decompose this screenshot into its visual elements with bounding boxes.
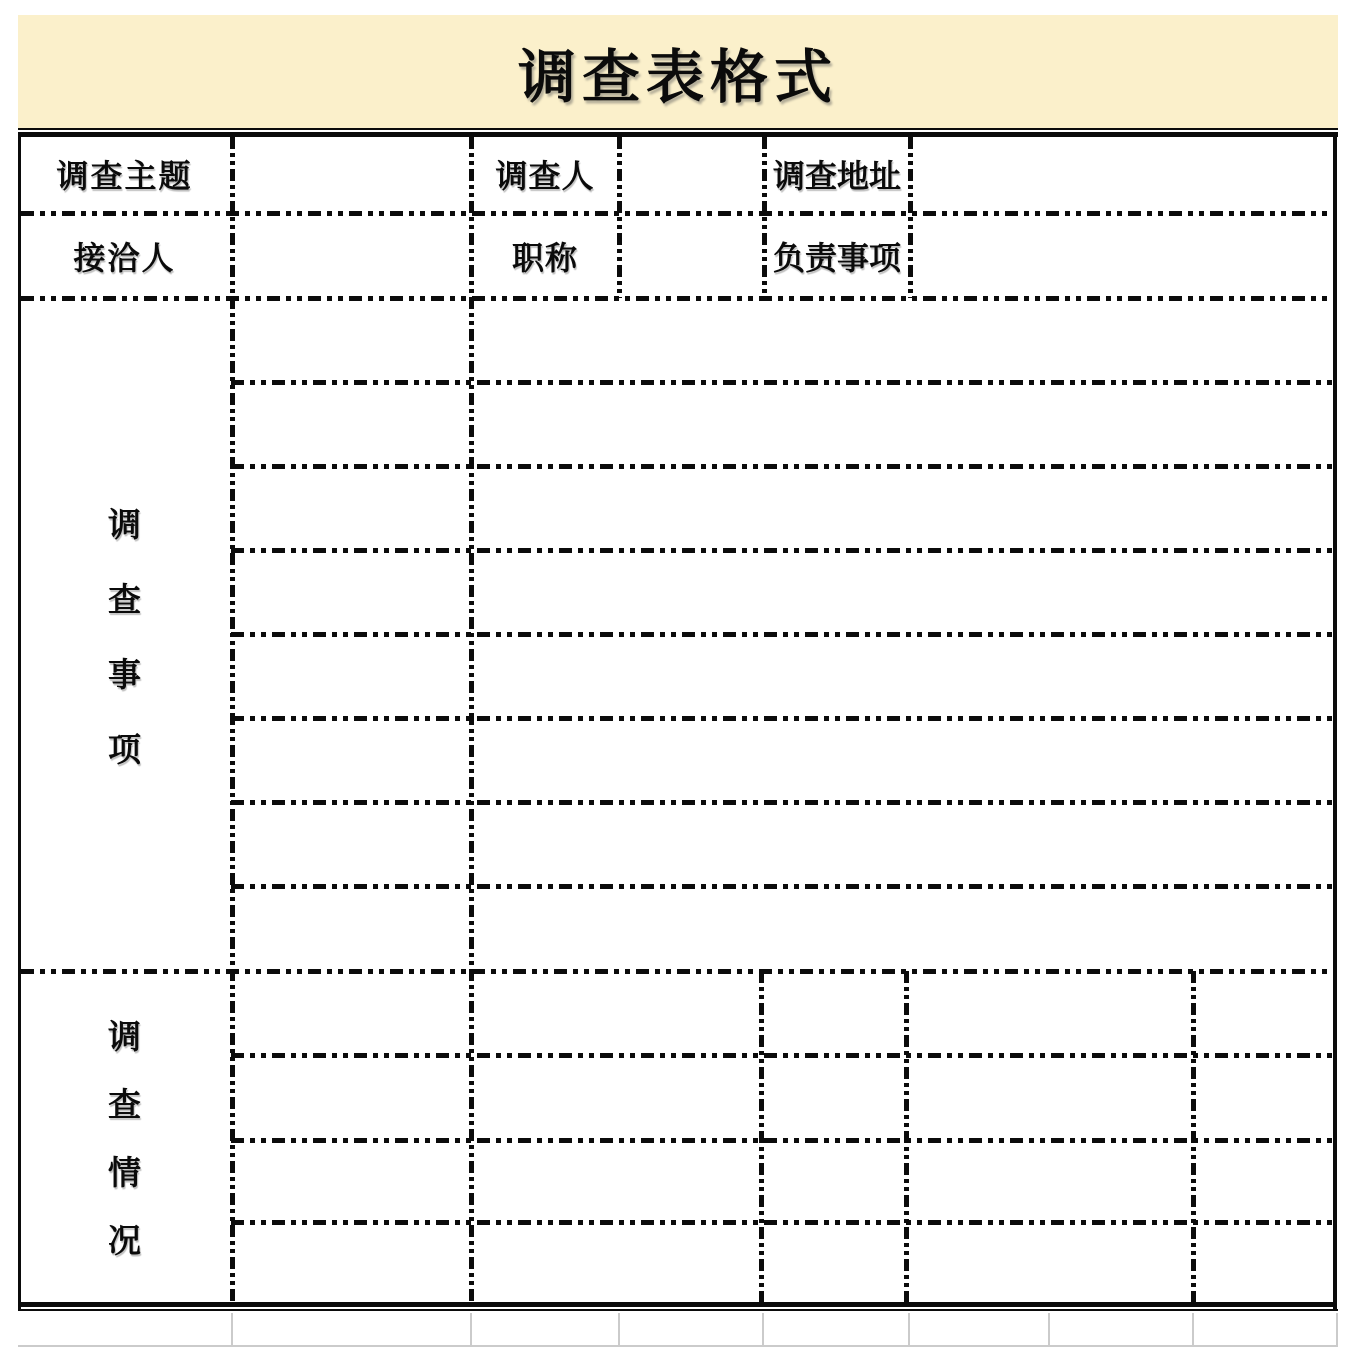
cell-job-title-value[interactable] xyxy=(622,215,759,296)
label-survey-situation xyxy=(18,973,231,1300)
cell-contact-person-value[interactable] xyxy=(233,215,467,296)
footer-cell-8[interactable] xyxy=(1194,1313,1336,1345)
label-survey-items-char: 事 xyxy=(108,655,141,693)
items-row-divider xyxy=(231,548,1333,553)
situation-row2-col3[interactable] xyxy=(765,1059,902,1136)
footer-grid-bottom xyxy=(18,1345,1338,1347)
items-row-divider xyxy=(231,800,1333,805)
label-survey-items xyxy=(18,300,231,969)
items-row4-name[interactable] xyxy=(235,554,467,630)
items-row5-name[interactable] xyxy=(235,638,467,714)
label-survey-items-char: 查 xyxy=(108,580,141,618)
items-row-divider xyxy=(231,884,1333,889)
table-border-right xyxy=(1333,132,1337,1309)
footer-cell-7[interactable] xyxy=(1050,1313,1192,1345)
items-row3-name[interactable] xyxy=(235,470,467,546)
label-contact-person: 接洽人 xyxy=(73,239,176,276)
table-border-top-thin xyxy=(18,128,1338,130)
label-survey-situation-char: 查 xyxy=(108,1086,141,1123)
footer-cell-2[interactable] xyxy=(233,1313,470,1345)
label-survey-address: 调查地址 xyxy=(772,158,901,194)
situation-row3-col3[interactable] xyxy=(765,1144,902,1218)
cell-surveyor-value[interactable] xyxy=(622,137,759,211)
items-row2-name[interactable] xyxy=(235,386,467,462)
situation-row4-col5[interactable] xyxy=(1198,1226,1331,1300)
title-banner xyxy=(18,15,1338,128)
footer-grid-line xyxy=(1336,1313,1338,1345)
situation-row1-col2[interactable] xyxy=(475,973,757,1051)
situation-row3-col5[interactable] xyxy=(1198,1144,1331,1218)
page-title: 调查表格式 xyxy=(517,44,838,110)
items-row6-name[interactable] xyxy=(235,722,467,798)
footer-cell-4[interactable] xyxy=(620,1313,762,1345)
situation-row4-col4[interactable] xyxy=(910,1226,1189,1300)
label-job-title: 职称 xyxy=(511,239,578,276)
items-row1-name[interactable] xyxy=(235,300,467,378)
items-row6-detail[interactable] xyxy=(475,722,1331,798)
table-border-bottom xyxy=(18,1302,1337,1307)
footer-cell-1[interactable] xyxy=(18,1313,231,1345)
items-row-divider xyxy=(231,464,1333,469)
items-row4-detail[interactable] xyxy=(475,554,1331,630)
footer-cell-5[interactable] xyxy=(764,1313,908,1345)
situation-row-divider xyxy=(231,1138,1333,1143)
situation-row3-col2[interactable] xyxy=(475,1144,757,1218)
items-row3-detail[interactable] xyxy=(475,470,1331,546)
items-row7-detail[interactable] xyxy=(475,806,1331,882)
items-row7-name[interactable] xyxy=(235,806,467,882)
items-row1-detail[interactable] xyxy=(475,300,1331,378)
cell-duties-value[interactable] xyxy=(912,215,1331,296)
situation-row3-col4[interactable] xyxy=(910,1144,1189,1218)
items-row-divider xyxy=(231,632,1333,637)
situation-row1-col3[interactable] xyxy=(765,973,902,1051)
column-divider-situation-e xyxy=(1191,971,1196,1302)
label-survey-situation-char: 情 xyxy=(108,1154,141,1191)
column-divider-situation-c xyxy=(759,971,764,1302)
situation-row-divider xyxy=(231,1053,1333,1058)
label-surveyor: 调查人 xyxy=(495,158,595,194)
label-survey-situation-char: 调 xyxy=(108,1018,141,1055)
items-row8-name[interactable] xyxy=(235,890,467,967)
label-survey-items-char: 调 xyxy=(108,505,141,543)
items-row2-detail[interactable] xyxy=(475,386,1331,462)
situation-row4-col2[interactable] xyxy=(475,1226,757,1300)
items-row8-detail[interactable] xyxy=(475,890,1331,967)
column-divider-b xyxy=(469,137,474,1302)
situation-row2-col4[interactable] xyxy=(910,1059,1189,1136)
situation-row-divider xyxy=(231,1220,1333,1225)
column-divider-situation-d xyxy=(904,971,909,1302)
items-row-divider xyxy=(231,380,1333,385)
label-survey-items-char: 项 xyxy=(108,730,141,768)
situation-row4-col1[interactable] xyxy=(235,1226,467,1300)
situation-row2-col1[interactable] xyxy=(235,1059,467,1136)
situation-row4-col3[interactable] xyxy=(765,1226,902,1300)
label-survey-topic: 调查主题 xyxy=(56,158,193,194)
situation-row2-col5[interactable] xyxy=(1198,1059,1331,1136)
items-row-divider xyxy=(231,716,1333,721)
situation-row1-col5[interactable] xyxy=(1198,973,1331,1051)
situation-row1-col1[interactable] xyxy=(235,973,467,1051)
situation-row1-col4[interactable] xyxy=(910,973,1189,1051)
cell-survey-topic-value[interactable] xyxy=(233,137,467,211)
label-survey-situation-char: 况 xyxy=(108,1222,141,1259)
items-row5-detail[interactable] xyxy=(475,638,1331,714)
table-border-bottom-thin xyxy=(18,1309,1338,1311)
footer-cell-3[interactable] xyxy=(472,1313,618,1345)
label-duties: 负责事项 xyxy=(772,239,901,276)
footer-cell-6[interactable] xyxy=(910,1313,1048,1345)
situation-row2-col2[interactable] xyxy=(475,1059,757,1136)
cell-survey-address-value[interactable] xyxy=(912,137,1331,211)
situation-row3-col1[interactable] xyxy=(235,1144,467,1218)
